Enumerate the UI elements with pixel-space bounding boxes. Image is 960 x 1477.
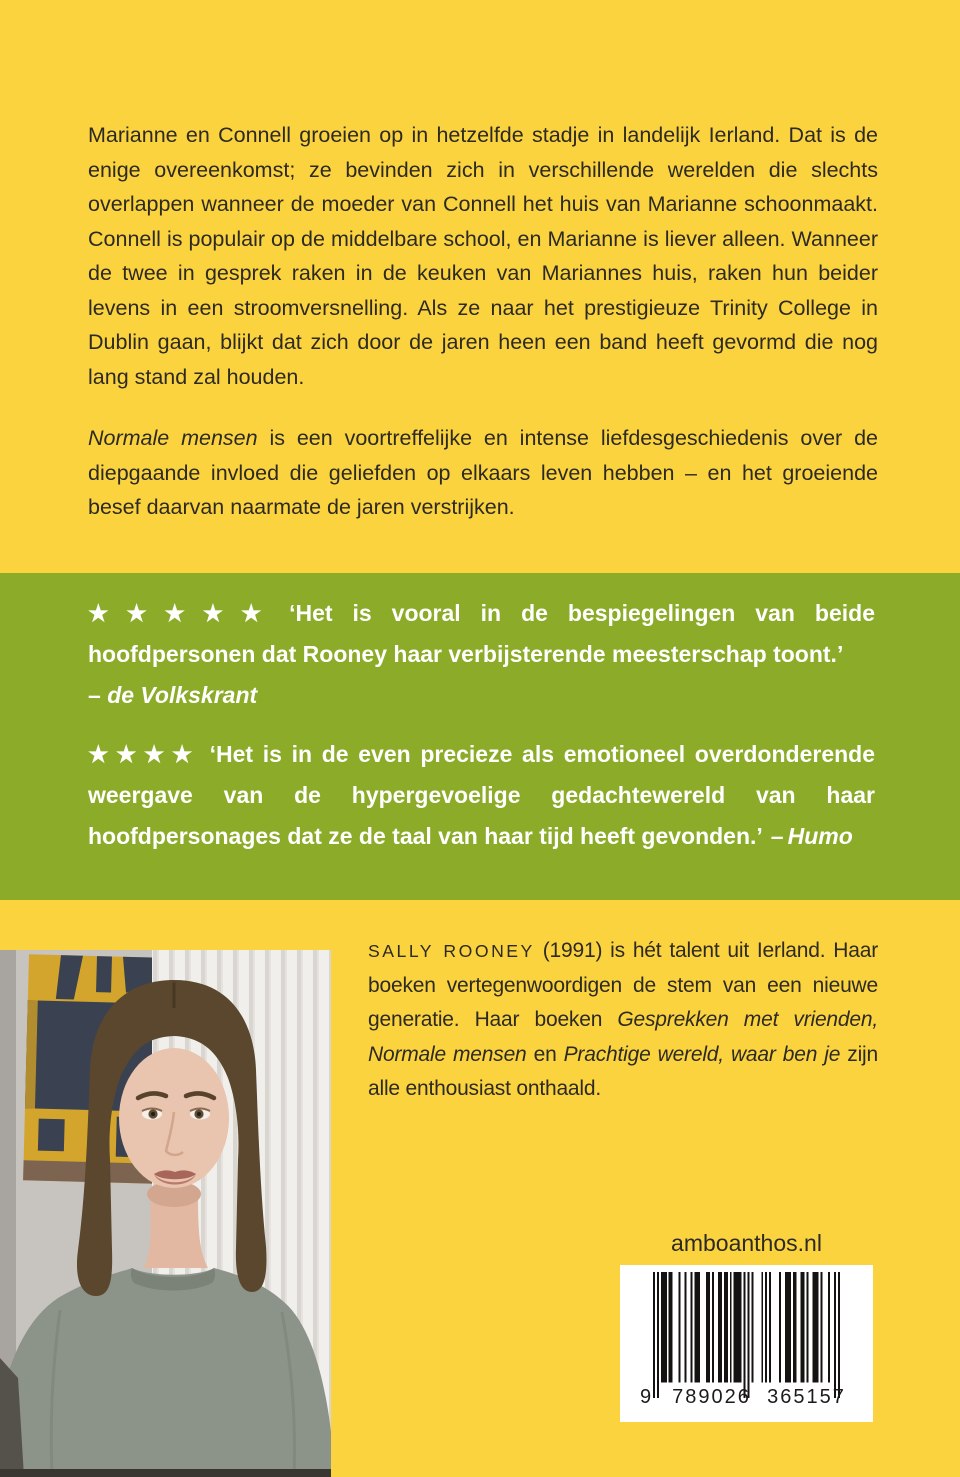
isbn-digits	[640, 1386, 854, 1409]
five-stars-icon: ★★★★★	[88, 600, 280, 626]
review-band	[0, 573, 960, 900]
synopsis-paragraph-1: Marianne en Connell groeien op in hetzelfde stadje in landelijk Ierland. Dat is de enige overeenkomst; ze bevinden zich in verschillende werelden die slechts overlappen wanneer de moeder van Connell het huis van Marianne schoonmaakt. Connell is populair op de middelbare school, en Marianne is liever alleen. Wanneer de twee in gesprek raken in de keuken van Mariannes huis, raken hun beider levens in een stroomversnelling. Als ze naar het prestigieuze Trinity College in Dublin gaan, blijkt dat zich door de jaren heen een band heeft gevormd die nog lang stand zal houden.	[88, 123, 878, 389]
publisher-url: amboanthos.nl	[671, 1230, 822, 1256]
author-portrait-illustration	[0, 950, 331, 1477]
four-stars-icon: ★★★★	[88, 741, 200, 767]
isbn-right-group: 365157	[767, 1386, 846, 1408]
author-bio: SALLY ROONEY (1991) is hét talent uit Ierland. Haar boeken vertegenwoordigen de stem van een nieuwe generatie. Haar boeken Gesprekken met vrienden, Normale mensen en Prachtige wereld, waar ben je zijn alle enthousiast onthaald.	[368, 939, 878, 1100]
review-volkskrant-source: – de Volkskrant	[88, 682, 258, 708]
isbn-barcode	[620, 1265, 873, 1422]
isbn-left-group: 789026	[672, 1386, 751, 1408]
author-photo	[0, 950, 331, 1477]
review-volkskrant	[88, 593, 875, 716]
isbn-lead-digit: 9	[640, 1386, 652, 1408]
review-volkskrant-quote: ‘Het is vooral in de bespiegelingen van beide hoofdpersonen dat Rooney haar verbijsterende meesterschap toont.’	[88, 600, 875, 667]
review-humo-quote: ‘Het is in de even precieze als emotioneel overdonderende weergave van de hypergevoelige gedachtewereld van haar hoofdpersonages dat ze de taal van haar tijd heeft gevonden.’	[88, 741, 875, 849]
barcode-bars	[653, 1272, 840, 1398]
synopsis-paragraph-2: Normale mensen is een voortreffelijke en intense liefdesgeschiedenis over de diepgaande invloed die geliefden op elkaars leven hebben – en het groeiende besef daarvan naarmate de jaren verstrijken.	[88, 426, 878, 519]
synopsis	[88, 118, 878, 525]
review-humo: ★★★★ ‘Het is in de even precieze als emotioneel overdonderende weergave van de hypergevoelige gedachtewereld van haar hoofdpersonages dat ze de taal van haar tijd heeft gevonden.’ – Humo	[88, 741, 875, 849]
review-humo-source: Humo	[787, 823, 853, 849]
